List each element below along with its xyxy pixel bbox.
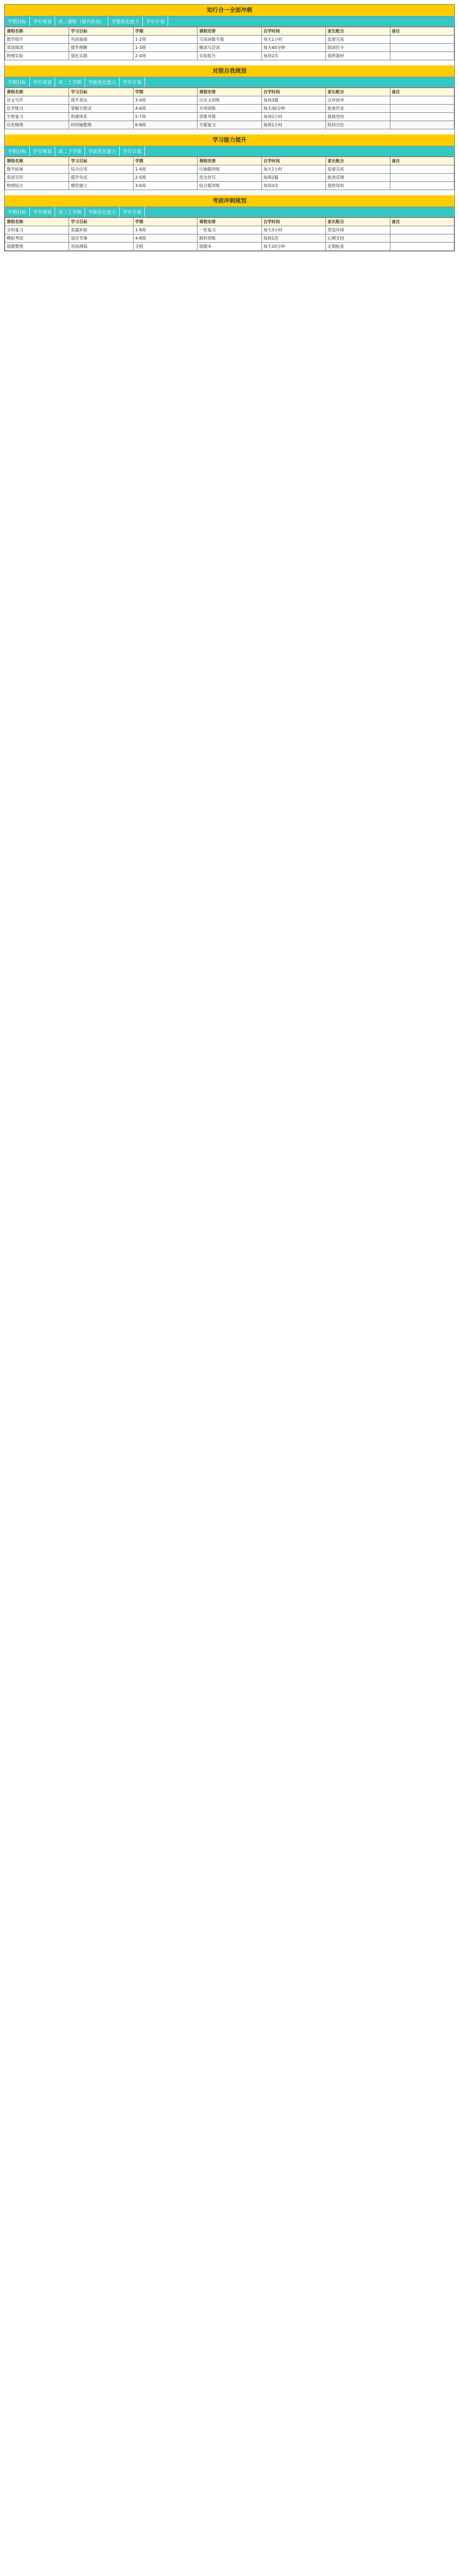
section-bar (5, 77, 454, 88)
table-cell: 每天1小时 (261, 165, 325, 174)
section-bar (5, 146, 454, 157)
plan-table-header-row (5, 218, 454, 226)
section-bar-item: 高二暑假（提升阶段） (55, 16, 108, 26)
plan-table-body (5, 96, 454, 129)
plan-table-header-row (5, 157, 454, 165)
plan-table-header-cell: 学习目标 (69, 27, 133, 36)
table-cell: 专题复习 (198, 121, 261, 129)
table-cell: 1-3周 (133, 44, 197, 52)
plan-table-head (5, 27, 454, 36)
section-bar-item: 学期目标 (5, 207, 30, 217)
section-spacer (5, 60, 454, 65)
table-cell: 专项训练 (198, 105, 261, 113)
table-cell: 心理支持 (326, 234, 390, 243)
table-cell: 提供器材 (326, 52, 390, 60)
section-title: 对照自我规划 (5, 65, 454, 77)
table-cell (390, 182, 454, 190)
plan-table-head (5, 218, 454, 226)
table-cell: 时间轴整理 (69, 121, 133, 129)
section-block (5, 65, 454, 129)
table-cell: 生物复习 (5, 113, 69, 121)
table-cell: 巩固薄弱 (69, 243, 133, 251)
table-cell: 每周2小时 (261, 113, 325, 121)
plan-table-body (5, 36, 454, 60)
plan-table-header-cell: 家长配合 (326, 27, 390, 36)
plan-table (5, 88, 454, 129)
plan-table-header-cell: 家长配合 (326, 157, 390, 165)
section-spacer (5, 129, 454, 134)
table-cell: 每天30分钟 (261, 105, 325, 113)
plan-table-head (5, 157, 454, 165)
plan-table-header-cell: 学习目标 (69, 157, 133, 165)
plan-table-header-cell: 学期 (133, 88, 197, 96)
table-row (5, 165, 454, 174)
plan-table-header-cell: 课程名称 (5, 218, 69, 226)
table-cell: 适应节奏 (69, 234, 133, 243)
table-row (5, 52, 454, 60)
section-bar-item: 学期目标 (5, 16, 30, 26)
plan-table (5, 157, 454, 190)
table-cell: 数学提升 (5, 36, 69, 44)
section-bar-item: 高三上学期 (55, 207, 85, 217)
table-cell: 综合应用 (69, 165, 133, 174)
table-cell: 历史梳理 (5, 121, 69, 129)
plan-table-header-cell: 课程安排 (198, 218, 261, 226)
plan-table-header-cell: 课程名称 (5, 88, 69, 96)
table-cell: 1-8周 (133, 226, 197, 234)
table-cell: 全程 (133, 243, 197, 251)
table-cell: 3-4周 (133, 96, 197, 105)
table-cell (390, 96, 454, 105)
table-cell: 数学拓展 (5, 165, 69, 174)
table-cell: 模拟考试 (5, 234, 69, 243)
table-cell: 6-8周 (133, 121, 197, 129)
table-row (5, 182, 454, 190)
section-bar-item: 学能优化能力 (85, 207, 120, 217)
table-row (5, 174, 454, 182)
table-cell: 议论文训练 (198, 96, 261, 105)
table-row (5, 243, 454, 251)
section-bar (5, 16, 454, 27)
table-cell: 限时训练 (198, 234, 261, 243)
table-cell: 每周2篇 (261, 174, 325, 182)
section-bar-item: 高二下学期 (55, 146, 85, 156)
table-cell: 模型建立 (69, 182, 133, 190)
plan-table-header-cell: 自学时间 (261, 88, 325, 96)
plan-table (5, 27, 454, 60)
table-cell: 物理实验 (5, 52, 69, 60)
table-row (5, 36, 454, 44)
table-cell: 3-6周 (133, 182, 197, 190)
table-cell: 1-2周 (133, 36, 197, 44)
table-cell: 每天1小时 (261, 36, 325, 44)
table-row (5, 96, 454, 105)
plan-table-header-cell: 学期 (133, 157, 197, 165)
section-bar-item: 学能优化能力 (85, 146, 120, 156)
section-bar-item: 学年规划 (30, 16, 55, 26)
section-title: 考前冲刺规划 (5, 195, 454, 207)
table-cell (390, 121, 454, 129)
table-cell: 掌握方程式 (69, 105, 133, 113)
table-cell: 错题本 (198, 243, 261, 251)
plan-table-header-cell: 学习目标 (69, 218, 133, 226)
section-bar-item: 学年规划 (30, 77, 55, 87)
table-cell (390, 165, 454, 174)
table-cell (390, 113, 454, 121)
plan-table-header-cell: 学期 (133, 27, 197, 36)
table-cell: 每周3篇 (261, 96, 325, 105)
section-bar-item: 学期目标 (5, 77, 30, 87)
section-bar-item: 学能优化能力 (108, 16, 143, 26)
table-cell: 陪同讨论 (326, 121, 390, 129)
plan-table-header-cell: 课程安排 (198, 157, 261, 165)
table-row (5, 44, 454, 52)
table-cell: 综合题训练 (198, 182, 261, 190)
plan-table-header-cell: 备注 (390, 27, 454, 36)
table-row (5, 234, 454, 243)
table-cell: 每天3小时 (261, 226, 325, 234)
plan-table-header-cell: 自学时间 (261, 218, 325, 226)
table-cell (390, 105, 454, 113)
section-title: 学习能力提升 (5, 134, 454, 146)
section-block (5, 134, 454, 190)
table-cell: 全科复习 (5, 226, 69, 234)
table-cell: 英语阅读 (5, 44, 69, 52)
table-cell: 2-4周 (133, 52, 197, 60)
table-cell: 4-6周 (133, 105, 197, 113)
table-row (5, 226, 454, 234)
table-cell: 一轮复习 (198, 226, 261, 234)
plan-table-body (5, 165, 454, 190)
section-bar (5, 207, 454, 217)
section-bar-item: 学年规划 (30, 146, 55, 156)
table-cell: 思维导图 (198, 113, 261, 121)
section-block (5, 5, 454, 60)
plan-table (5, 217, 454, 251)
table-cell: 检查作业 (326, 105, 390, 113)
plan-table-header-cell: 备注 (390, 157, 454, 165)
table-cell: 每周1次 (261, 234, 325, 243)
plan-table-header-cell: 家长配合 (326, 88, 390, 96)
table-cell: 每周2次 (261, 52, 325, 60)
section-bar-item: 学年规划 (30, 207, 55, 217)
section-bar-item: 学年计划 (143, 16, 168, 26)
plan-table-header-row (5, 27, 454, 36)
section-bar-item: 学年计划 (120, 207, 145, 217)
plan-table-header-cell: 课程安排 (198, 88, 261, 96)
plan-table-header-cell: 自学时间 (261, 157, 325, 165)
section-bar-item: 高二上学期 (55, 77, 85, 87)
table-cell: 5-7周 (133, 113, 197, 121)
plan-table-head (5, 88, 454, 96)
table-cell: 提升表达 (69, 96, 133, 105)
table-cell (390, 226, 454, 234)
plan-table-header-cell: 学习目标 (69, 88, 133, 96)
table-cell: 提供资料 (326, 182, 390, 190)
table-cell: 点评指导 (326, 96, 390, 105)
table-cell: 实验报告 (198, 52, 261, 60)
section-bar-item: 学年计划 (120, 146, 145, 156)
table-cell: 提升理解 (69, 44, 133, 52)
table-cell: 每天20分钟 (261, 243, 325, 251)
plan-table-header-cell: 课程名称 (5, 27, 69, 36)
table-cell: 语文写作 (5, 96, 69, 105)
table-cell: 定期检查 (326, 243, 390, 251)
section-bar-item: 学年计划 (120, 77, 145, 87)
table-cell (390, 44, 454, 52)
table-cell (390, 243, 454, 251)
document-root (4, 4, 455, 251)
table-cell (390, 234, 454, 243)
table-cell (390, 52, 454, 60)
table-cell: 查漏补缺 (69, 226, 133, 234)
table-cell: 每天40分钟 (261, 44, 325, 52)
table-cell: 营造环境 (326, 226, 390, 234)
plan-table-header-cell: 备注 (390, 88, 454, 96)
table-cell: 错题整理 (5, 243, 69, 251)
plan-table-header-cell: 学期 (133, 218, 197, 226)
plan-table-header-cell: 自学时间 (261, 27, 325, 36)
table-cell: 鼓励坚持 (326, 113, 390, 121)
table-row (5, 121, 454, 129)
section-bar-item: 学期目标 (5, 146, 30, 156)
plan-table-header-cell: 课程安排 (198, 27, 261, 36)
table-cell: 强化实践 (69, 52, 133, 60)
table-cell: 英语写作 (5, 174, 69, 182)
plan-table-header-cell: 家长配合 (326, 218, 390, 226)
section-spacer (5, 190, 454, 195)
table-cell: 1-4周 (133, 165, 197, 174)
table-cell (390, 174, 454, 182)
section-bar-item: 学能优化能力 (85, 77, 120, 87)
table-cell (390, 36, 454, 44)
table-cell: 压轴题训练 (198, 165, 261, 174)
section-block (5, 195, 454, 251)
table-row (5, 105, 454, 113)
plan-table-body (5, 226, 454, 251)
section-title: 知行合一全面冲刺 (5, 5, 454, 16)
table-cell: 2-5周 (133, 174, 197, 182)
table-cell: 物理综合 (5, 182, 69, 190)
table-cell: 每周3次 (261, 182, 325, 190)
table-cell: 批改反馈 (326, 174, 390, 182)
table-cell: 化学练习 (5, 105, 69, 113)
table-cell: 构建体系 (69, 113, 133, 121)
table-row (5, 113, 454, 121)
plan-table-header-cell: 备注 (390, 218, 454, 226)
plan-table-header-row (5, 88, 454, 96)
table-cell: 监督完成 (326, 165, 390, 174)
table-cell: 监督完成 (326, 36, 390, 44)
table-cell: 巩固基础 (69, 36, 133, 44)
table-cell: 提升句式 (69, 174, 133, 182)
table-cell: 4-8周 (133, 234, 197, 243)
table-cell: 陪读打卡 (326, 44, 390, 52)
table-cell: 每周1小时 (261, 121, 325, 129)
plan-table-header-cell: 课程名称 (5, 157, 69, 165)
table-cell: 精读与泛读 (198, 44, 261, 52)
table-cell: 完成函数专题 (198, 36, 261, 44)
table-cell: 范文仿写 (198, 174, 261, 182)
